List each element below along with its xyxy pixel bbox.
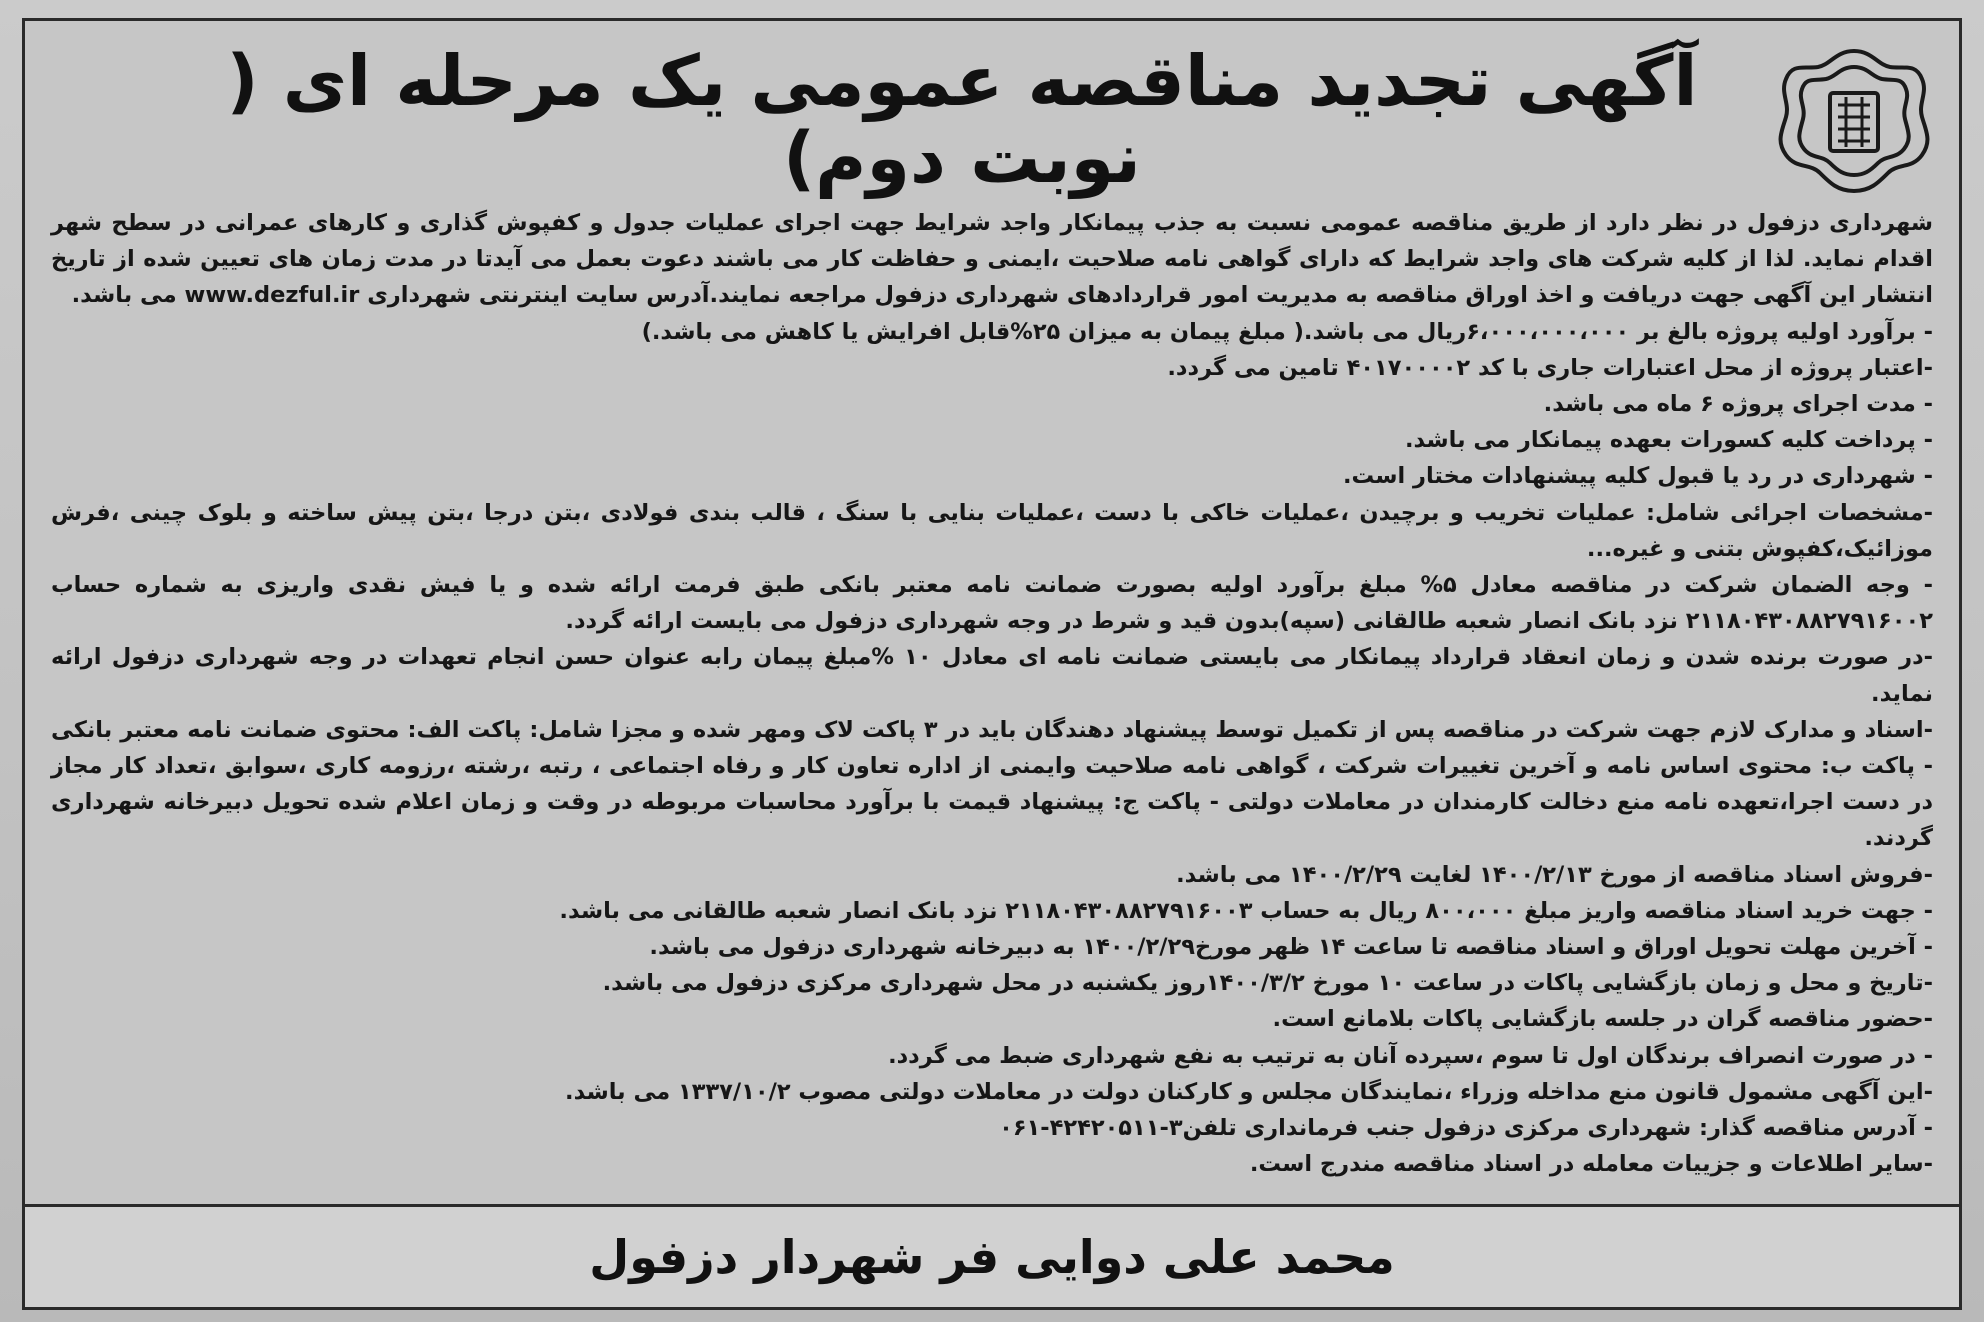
list-item-text: تاریخ و محل و زمان بازگشایی پاکات در ساعت ۱۰ مورخ ۱۴۰۰/۳/۲روز یکشنبه در محل شهرداری مرکزی دزفول می باشد. xyxy=(602,970,1924,997)
list-marker: - xyxy=(1923,354,1933,381)
list-item-text: اعتبار پروژه از محل اعتبارات جاری با کد ۴۰۱۷۰۰۰۰۲ تامین می گردد. xyxy=(1167,354,1924,381)
list-item xyxy=(51,1074,1933,1110)
list-item-text: حضور مناقصه گران در جلسه بازگشایی پاکات بلامانع است. xyxy=(1272,1006,1924,1033)
intro-ending: می باشد. xyxy=(71,282,177,309)
list-item xyxy=(51,1110,1933,1146)
list-marker: - xyxy=(1923,391,1933,418)
list-item xyxy=(51,965,1933,1001)
list-item-text: در صورت برنده شدن و زمان انعقاد قرارداد پیمانکار می بایستی ضمانت نامه ای معادل ۱۰ %مبلغ پیمان رابه عنوان حسن انجام تعهدات در وجه شهرداری دزفول ارائه نماید. xyxy=(51,644,1933,707)
list-item xyxy=(51,422,1933,458)
list-item-text: پرداخت کلیه کسورات بعهده پیمانکار می باشد. xyxy=(1404,427,1916,454)
list-item-text: برآورد اولیه پروژه بالغ بر ۶،۰۰۰،۰۰۰،۰۰۰ریال می باشد.( مبلغ پیمان به میزان ۲۵%قابل افرایش یا کاهش می باشد.) xyxy=(641,318,1916,345)
list-marker: - xyxy=(1923,644,1933,671)
list-marker: - xyxy=(1923,1042,1933,1069)
list-marker: - xyxy=(1923,572,1934,599)
list-item xyxy=(51,1038,1933,1074)
list-marker: - xyxy=(1923,427,1933,454)
list-item xyxy=(51,350,1933,386)
list-item-text: جهت خرید اسناد مناقصه واریز مبلغ ۸۰۰،۰۰۰ ریال به حساب ۲۱۱۸۰۴۳۰۸۸۲۷۹۱۶۰۰۳ نزد بانک انصار شعبه طالقانی می باشد. xyxy=(559,897,1916,924)
list-item-text: آدرس مناقصه گذار: شهرداری مرکزی دزفول جنب فرمانداری تلفن۳-۴۲۴۲۰۵۱۱-۰۶۱ xyxy=(999,1115,1916,1142)
list-marker: - xyxy=(1923,1115,1933,1142)
list-item xyxy=(51,495,1933,567)
list-marker: - xyxy=(1923,1006,1933,1033)
list-item xyxy=(51,857,1933,893)
mayor-signature: محمد علی دوایی فر شهردار دزفول xyxy=(589,1230,1395,1284)
list-marker: - xyxy=(1923,1078,1933,1105)
municipality-emblem-icon xyxy=(1769,40,1939,200)
list-item-text: سایر اطلاعات و جزییات معامله در اسناد مناقصه مندرج است. xyxy=(1249,1151,1924,1178)
list-marker: - xyxy=(1923,970,1933,997)
list-marker: - xyxy=(1923,861,1933,888)
signature-bar xyxy=(25,1204,1959,1307)
list-item xyxy=(51,314,1933,350)
notice-body xyxy=(45,205,1939,1182)
list-item-text: فروش اسناد مناقصه از مورخ ۱۴۰۰/۲/۱۳ لغایت ۱۴۰۰/۲/۲۹ می باشد. xyxy=(1176,861,1924,888)
conditions-list xyxy=(51,314,1933,1183)
list-item-text: وجه الضمان شرکت در مناقصه معادل ۵% مبلغ برآورد اولیه بصورت ضمانت نامه معتبر بانکی طبق فرمت ارائه شده و یا فیش نقدی واریزی به شماره حساب ۲۱۱۸۰۴۳۰۸۸۲۷۹۱۶۰۰۲ نزد بانک انصار شعبه طالقانی (سپه)بدون قید و شرط در وجه شهرداری دزفول می بایست ارائه گردد. xyxy=(51,572,1933,635)
intro-text: شهرداری دزفول در نظر دارد از طریق مناقصه عمومی نسبت به جذب پیمانکار واجد شرایط جهت اجرای عملیات جدول و کفپوش گذاری و کارهای عمرانی در سطح شهر اقدام نماید. لذا از کلیه شرکت های واجد شرایط که دارای گواهی نامه صلاحیت ،ایمنی و حفاظت کار می باشند دعوت بعمل می آیدتا در مدت زمان های تعیین شده از تاریخ انتشار این آگهی جهت دریافت و اخذ اوراق مناقصه به مدیریت امور قراردادهای شهرداری دزفول مراجعه نمایند.آدرس سایت اینترنتی شهرداری xyxy=(51,210,1933,309)
list-item-text: اسناد و مدارک لازم جهت شرکت در مناقصه پس از تکمیل توسط پیشنهاد دهندگان باید در ۳ پاکت لاک ومهر شده و مجزا شامل: پاکت الف: محتوی ضمانت نامه معتبر بانکی - پاکت ب: محتوی اساس نامه و آخرین تغییرات شرکت ، گواهی نامه صلاحیت وایمنی از اداره تعاون کار و رفاه اجتماعی ، رتبه ،رشته ،رزومه کاری ،سوابق ،تعداد کار مجاز در دست اجرا،تعهده نامه منع دخالت کارمندان در معاملات دولتی - پاکت ج: پیشنهاد قیمت با برآورد محاسبات مربوطه در وقت و زمان اعلام شده تحویل دبیرخانه شهرداری گردند. xyxy=(51,716,1933,852)
notice-frame xyxy=(22,18,1962,1310)
notice-title: آگهی تجدید مناقصه عمومی یک مرحله ای ( نوبت دوم) xyxy=(226,40,1698,199)
notice-header xyxy=(45,35,1939,205)
list-item xyxy=(51,567,1933,639)
list-marker: - xyxy=(1923,897,1933,924)
website-link[interactable]: www.dezful.ir xyxy=(184,282,360,309)
list-marker: - xyxy=(1923,1151,1933,1178)
list-item-text: شهرداری در رد یا قبول کلیه پیشنهادات مختار است. xyxy=(1342,463,1916,490)
list-marker: - xyxy=(1923,716,1933,743)
list-item xyxy=(51,639,1933,711)
list-item xyxy=(51,929,1933,965)
list-item-text: در صورت انصراف برندگان اول تا سوم ،سپرده آنان به ترتیب به نفع شهرداری ضبط می گردد. xyxy=(888,1042,1916,1069)
intro-paragraph xyxy=(51,205,1933,314)
list-item-text: مشخصات اجرائی شامل: عملیات تخریب و برچیدن ،عملیات خاکی با دست ،عملیات بنایی با سنگ ، قالب بندی فولادی ،بتن درجا ،بتن پیش ساخته و بلوک چینی ،فرش موزائیک،کفپوش بتنی و غیره... xyxy=(51,499,1933,562)
list-item xyxy=(51,386,1933,422)
list-marker: - xyxy=(1923,499,1933,526)
list-item xyxy=(51,458,1933,494)
list-item-text: این آگهی مشمول قانون منع مداخله وزراء ،نمایندگان مجلس و کارکنان دولت در معاملات دولتی مصوب ۱۳۳۷/۱۰/۲ می باشد. xyxy=(565,1078,1924,1105)
list-item-text: مدت اجرای پروژه ۶ ماه می باشد. xyxy=(1543,391,1916,418)
list-marker: - xyxy=(1923,934,1933,961)
list-item xyxy=(51,1001,1933,1037)
list-marker: - xyxy=(1923,318,1933,345)
list-item xyxy=(51,1146,1933,1182)
list-item-text: آخرین مهلت تحویل اوراق و اسناد مناقصه تا ساعت ۱۴ ظهر مورخ۱۴۰۰/۲/۲۹ به دبیرخانه شهرداری دزفول می باشد. xyxy=(649,934,1916,961)
list-marker: - xyxy=(1923,463,1933,490)
list-item xyxy=(51,893,1933,929)
list-item xyxy=(51,712,1933,857)
